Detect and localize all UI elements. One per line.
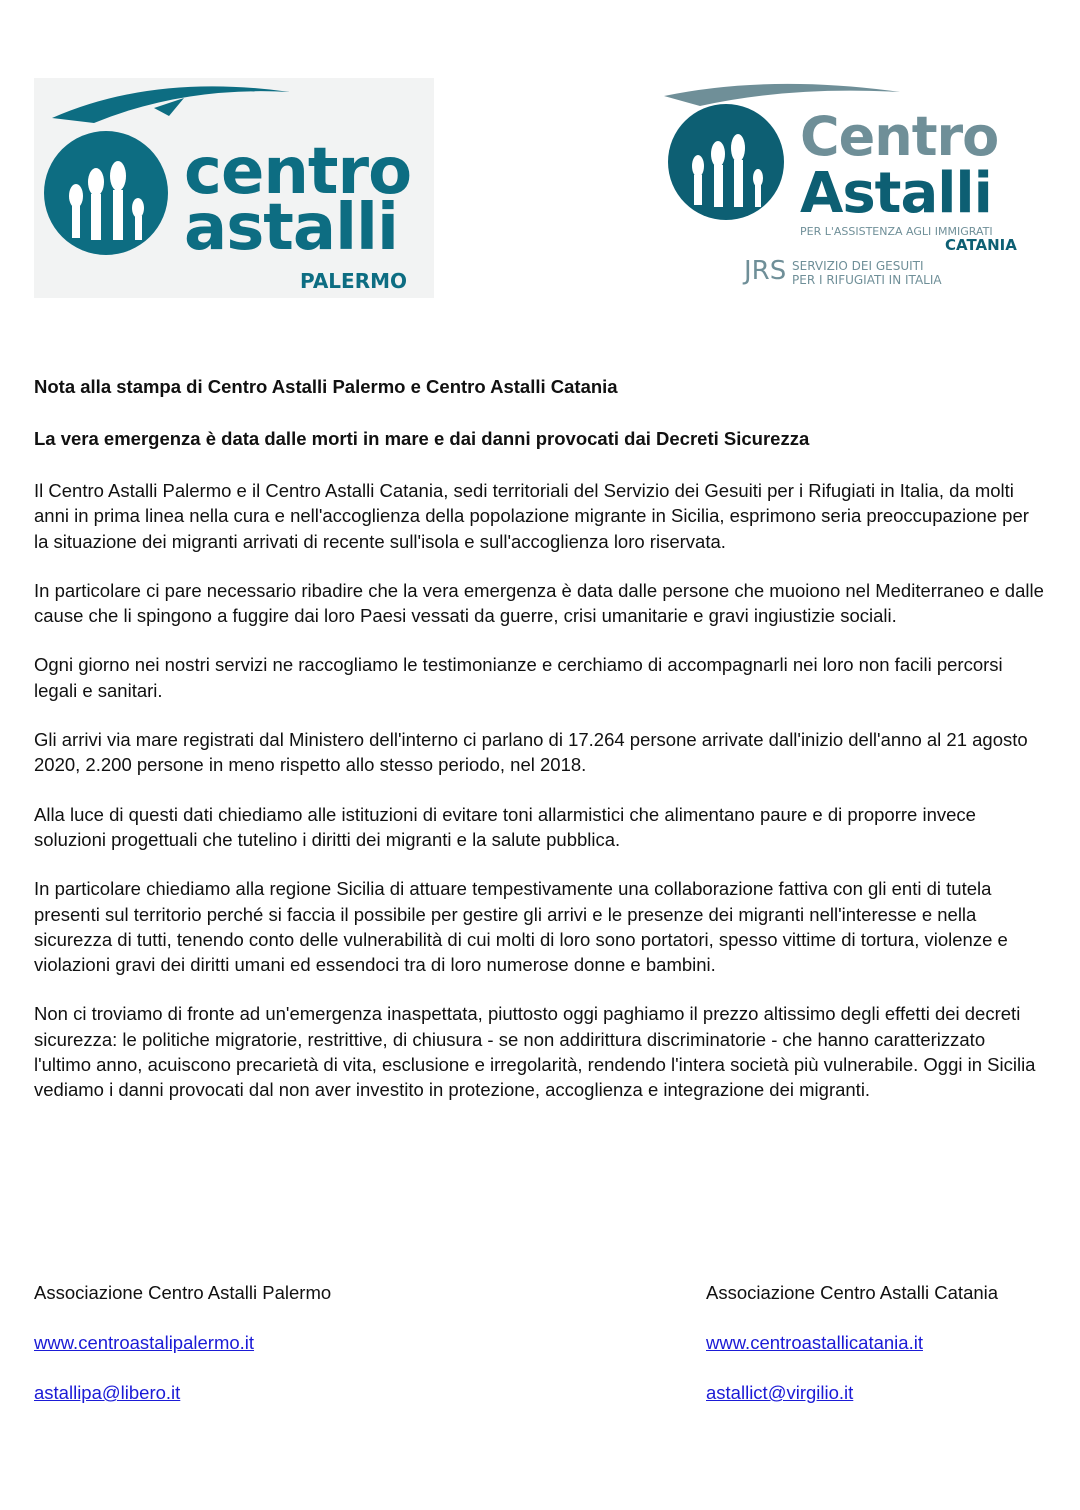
signature-name: Associazione Centro Astalli Palermo xyxy=(34,1282,332,1303)
document-subheading: La vera emergenza è data dalle morti in mare e dai danni provocati dai Decreti Sicurezza xyxy=(34,428,810,449)
paragraph: Gli arrivi via mare registrati dal Ministero dell'interno ci parlano di 17.264 persone arrivate dall'inizio dell'anno al 21 agosto 2020, 2.200 persone in meno rispetto allo stesso periodo, nel 2018. xyxy=(34,729,1028,776)
logo-word-centro: centro xyxy=(184,135,412,209)
logo-jrs: JRS xyxy=(744,256,787,286)
paragraph: Non ci troviamo di fronte ad un'emergenza inaspettata, piuttosto oggi paghiamo il prezzo altissimo degli effetti dei decreti sicurezza: le politiche migratorie, restrittive, di chiusura - se non addirittura discriminatorie - che hanno caratterizzato l'ultimo anno, acuiscono precarietà di vita, esclusione e irregolarità, rendendo l'intera società più vulnerabile. Oggi in Sicilia vediamo i danni provocati dal non aver investito in protezione, accoglienza e integrazione dei migranti. xyxy=(34,1003,1036,1101)
logo-centro-astalli-catania xyxy=(660,82,1040,297)
paragraph: In particolare chiediamo alla regione Sicilia di attuare tempestivamente una collaborazione fattiva con gli enti di tutela presenti sul territorio perché si faccia il possibile per gestire gli arrivi e le presenze dei migranti nell'interesse e nella sicurezza di tutti, tenendo conto delle vulnerabilità di cui molti di loro sono portatori, spesso vittime di tortura, violenze e violazioni gravi dei diritti umani ed essendoci tra di loro numerose donne e bambini. xyxy=(34,878,1008,976)
logo-centro-astalli-palermo xyxy=(34,78,434,298)
paragraph: Il Centro Astalli Palermo e il Centro Astalli Catania, sedi territoriali del Servizio dei Gesuiti per i Rifugiati in Italia, da molti anni in prima linea nella cura e nell'accoglienza della popolazione migrante in Sicilia, esprimono seria preoccupazione per la situazione dei migranti arrivati di recente sull'isola e sull'accoglienza loro riservata. xyxy=(34,480,1029,552)
email-link[interactable]: astallict@virgilio.it xyxy=(706,1382,854,1403)
logo-jrs-line2: PER I RIFUGIATI IN ITALIA xyxy=(792,273,942,287)
paragraph: Alla luce di questi dati chiediamo alle istituzioni di evitare toni allarmistici che alimentano paure e di proporre invece soluzioni progettuali che tutelino i diritti dei migranti e la salute pubblica. xyxy=(34,803,976,850)
website-link[interactable]: www.centroastallicatania.it xyxy=(706,1332,923,1353)
logo-jrs-line1: SERVIZIO DEI GESUITI xyxy=(792,259,924,273)
logo-city-catania: CATANIA xyxy=(945,236,1017,254)
signature-palermo xyxy=(34,1280,331,1406)
logo-word-centro: Centro xyxy=(800,105,999,168)
document-heading: Nota alla stampa di Centro Astalli Palermo e Centro Astalli Catania xyxy=(34,376,618,397)
logo-subtitle: PER L'ASSISTENZA AGLI IMMIGRATI xyxy=(800,225,993,238)
logo-word-astalli: astalli xyxy=(184,191,398,265)
press-release-body xyxy=(34,374,1046,1103)
email-link[interactable]: astallipa@libero.it xyxy=(34,1382,181,1403)
logo-word-astalli: Astalli xyxy=(800,161,992,226)
signature-catania xyxy=(706,1280,998,1406)
signature-name: Associazione Centro Astalli Catania xyxy=(706,1282,999,1303)
paragraph: In particolare ci pare necessario ribadire che la vera emergenza è data dalle persone che muoiono nel Mediterraneo e dalle cause che li spingono a fuggire dai loro Paesi vessati da guerre, crisi umanitarie e gravi ingiustizie sociali. xyxy=(34,579,1044,627)
paragraph: Ogni giorno nei nostri servizi ne raccogliamo le testimonianze e cerchiamo di accompagnarli nei loro non facili percorsi legali e sanitari. xyxy=(34,654,1003,701)
logo-city-palermo: PALERMO xyxy=(300,269,408,293)
website-link[interactable]: www.centroastalipalermo.it xyxy=(34,1332,255,1353)
